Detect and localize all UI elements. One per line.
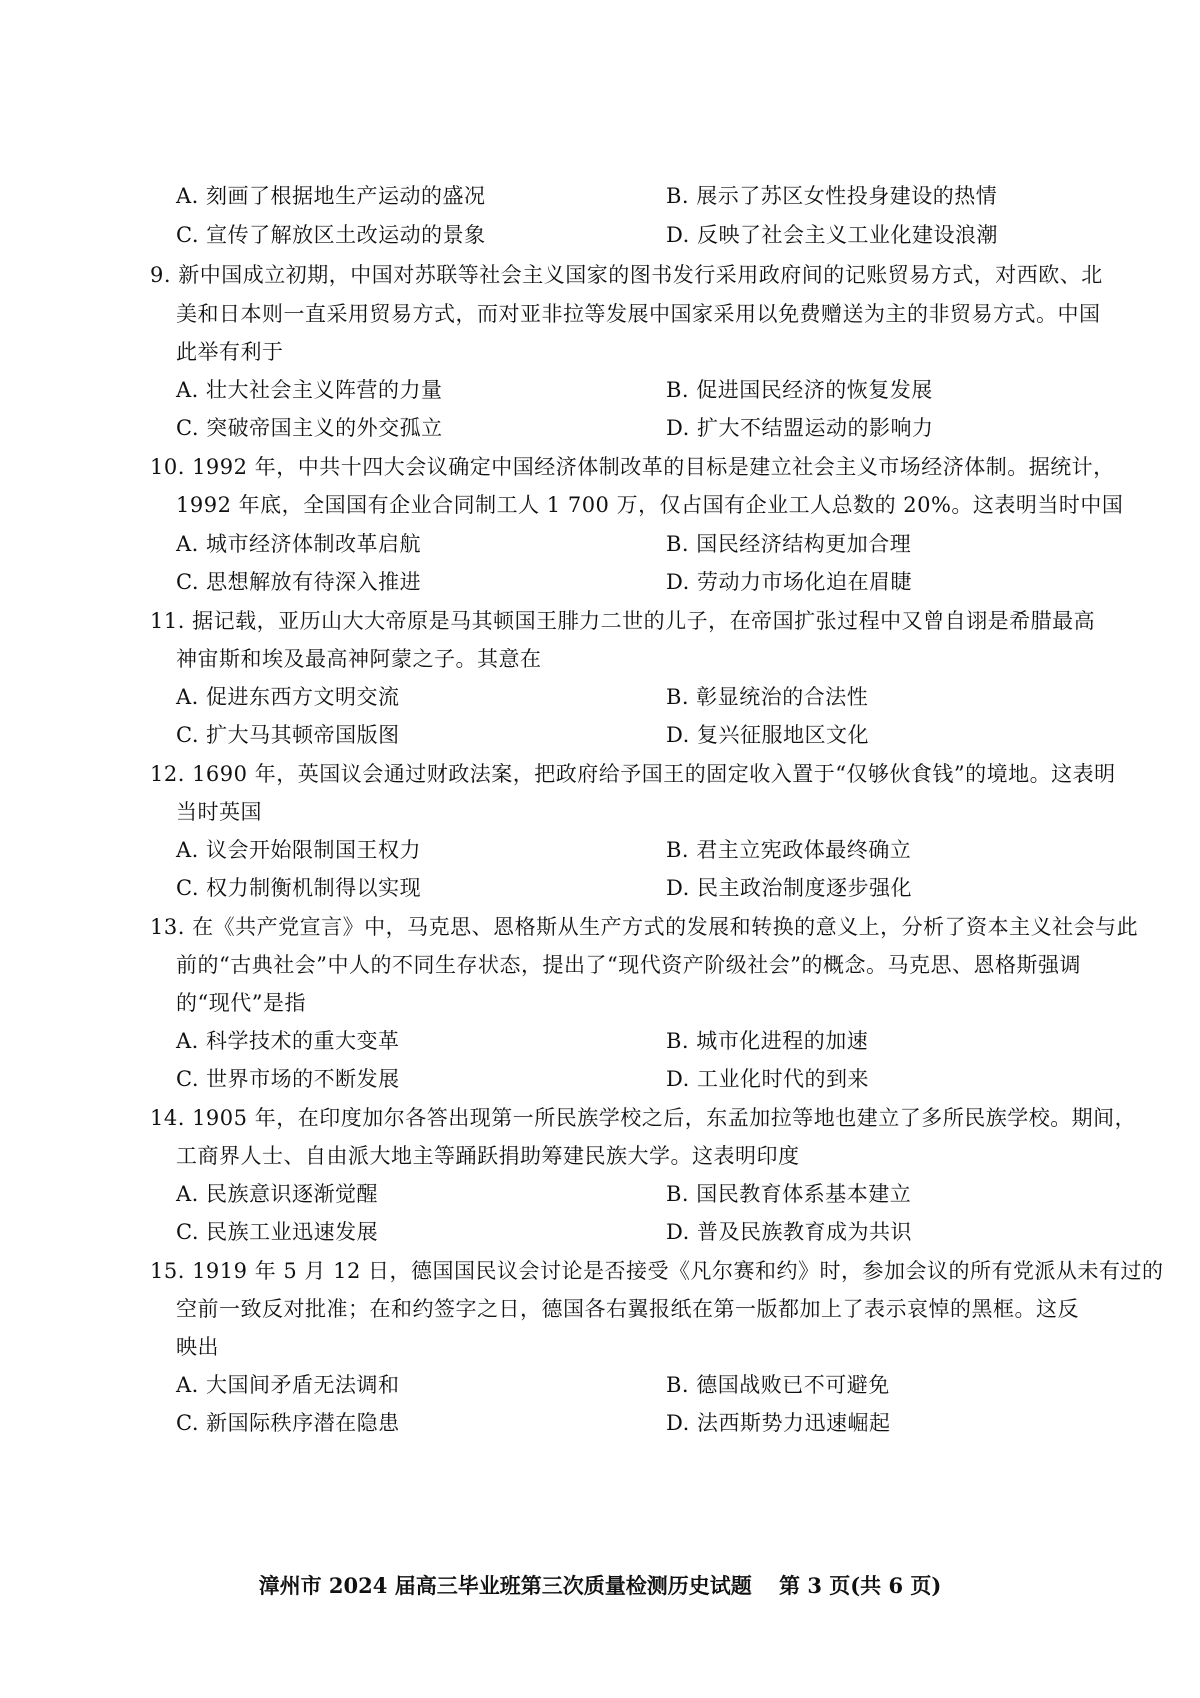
q11-stem-line-2: 神宙斯和埃及最高神阿蒙之子。其意在: [176, 647, 542, 671]
q12-option-a: A. 议会开始限制国王权力: [176, 838, 422, 862]
page-footer: [0, 1570, 1200, 1600]
q14-option-d: D. 普及民族教育成为共识: [666, 1220, 912, 1244]
q10-option-d: D. 劳动力市场化迫在眉睫: [666, 570, 912, 594]
q15-option-c: C. 新国际秩序潜在隐患: [176, 1411, 400, 1435]
q12-stem-line-2: 当时英国: [176, 800, 262, 824]
q10-option-a: A. 城市经济体制改革启航: [176, 532, 422, 556]
q9-stem-line-3: 此举有利于: [176, 340, 284, 364]
q13-option-d: D. 工业化时代的到来: [666, 1067, 869, 1091]
q14-option-a: A. 民族意识逐渐觉醒: [176, 1182, 379, 1206]
q15-stem-line-3: 映出: [176, 1335, 219, 1359]
q9-option-c: C. 突破帝国主义的外交孤立: [176, 416, 443, 440]
q9-stem-line-1: 9. 新中国成立初期，中国对苏联等社会主义国家的图书发行采用政府间的记账贸易方式，对西欧、北: [150, 263, 1103, 287]
q10-stem-line-2: 1992 年底，全国国有企业合同制工人 1 700 万，仅占国有企业工人总数的 20%。这表明当时中国: [176, 493, 1124, 517]
q15-option-a: A. 大国间矛盾无法调和: [176, 1373, 400, 1397]
q14-option-c: C. 民族工业迅速发展: [176, 1220, 379, 1244]
q10-option-c: C. 思想解放有待深入推进: [176, 570, 422, 594]
q15-option-b: B. 德国战败已不可避免: [666, 1373, 890, 1397]
q14-option-b: B. 国民教育体系基本建立: [666, 1182, 912, 1206]
q8-option-c: C. 宣传了解放区土改运动的景象: [176, 223, 486, 247]
q11-stem-line-1: 11. 据记载，亚历山大大帝原是马其顿国王腓力二世的儿子，在帝国扩张过程中又曾自诩是希腊最高: [150, 609, 1096, 633]
q13-option-c: C. 世界市场的不断发展: [176, 1067, 400, 1091]
q11-option-b: B. 彰显统治的合法性: [666, 685, 869, 709]
q13-option-a: A. 科学技术的重大变革: [176, 1029, 400, 1053]
q8-option-d: D. 反映了社会主义工业化建设浪潮: [666, 223, 998, 247]
q9-option-b: B. 促进国民经济的恢复发展: [666, 378, 933, 402]
q11-option-a: A. 促进东西方文明交流: [176, 685, 400, 709]
q12-option-d: D. 民主政治制度逐步强化: [666, 876, 912, 900]
q13-stem-line-2: 前的“古典社会”中人的不同生存状态，提出了“现代资产阶级社会”的概念。马克思、恩格斯强调: [176, 953, 1081, 977]
q14-stem-line-1: 14. 1905 年，在印度加尔各答出现第一所民族学校之后，东孟加拉等地也建立了多所民族学校。期间，: [150, 1106, 1137, 1130]
q12-option-b: B. 君主立宪政体最终确立: [666, 838, 912, 862]
q11-option-c: C. 扩大马其顿帝国版图: [176, 723, 400, 747]
exam-title: 漳州市 2024 届高三毕业班第三次质量检测历史试题: [258, 1573, 752, 1598]
q13-option-b: B. 城市化进程的加速: [666, 1029, 869, 1053]
q12-option-c: C. 权力制衡机制得以实现: [176, 876, 422, 900]
q9-option-d: D. 扩大不结盟运动的影响力: [666, 416, 934, 440]
q13-stem-line-3: 的“现代”是指: [176, 991, 306, 1015]
q13-stem-line-1: 13. 在《共产党宣言》中，马克思、恩格斯从生产方式的发展和转换的意义上，分析了资本主义社会与此: [150, 915, 1139, 939]
q9-stem-line-2: 美和日本则一直采用贸易方式，而对亚非拉等发展中国家采用以免费赠送为主的非贸易方式。中国: [176, 302, 1101, 326]
q9-option-a: A. 壮大社会主义阵营的力量: [176, 378, 443, 402]
q10-option-b: B. 国民经济结构更加合理: [666, 532, 912, 556]
q8-option-a: A. 刻画了根据地生产运动的盛况: [176, 184, 486, 208]
q8-option-b: B. 展示了苏区女性投身建设的热情: [666, 184, 998, 208]
q11-option-d: D. 复兴征服地区文化: [666, 723, 869, 747]
q15-option-d: D. 法西斯势力迅速崛起: [666, 1411, 891, 1435]
q15-stem-line-2: 空前一致反对批准；在和约签字之日，德国各右翼报纸在第一版都加上了表示哀悼的黑框。这反: [176, 1297, 1079, 1321]
page-number: 第 3 页(共 6 页): [779, 1573, 942, 1598]
q10-stem-line-1: 10. 1992 年，中共十四大会议确定中国经济体制改革的目标是建立社会主义市场经济体制。据统计，: [150, 455, 1115, 479]
q15-stem-line-1: 15. 1919 年 5 月 12 日，德国国民议会讨论是否接受《凡尔赛和约》时，参加会议的所有党派从未有过的: [150, 1259, 1164, 1283]
q14-stem-line-2: 工商界人士、自由派大地主等踊跃捐助筹建民族大学。这表明印度: [176, 1144, 800, 1168]
q12-stem-line-1: 12. 1690 年，英国议会通过财政法案，把政府给予国王的固定收入置于“仅够伙食钱”的境地。这表明: [150, 762, 1116, 786]
